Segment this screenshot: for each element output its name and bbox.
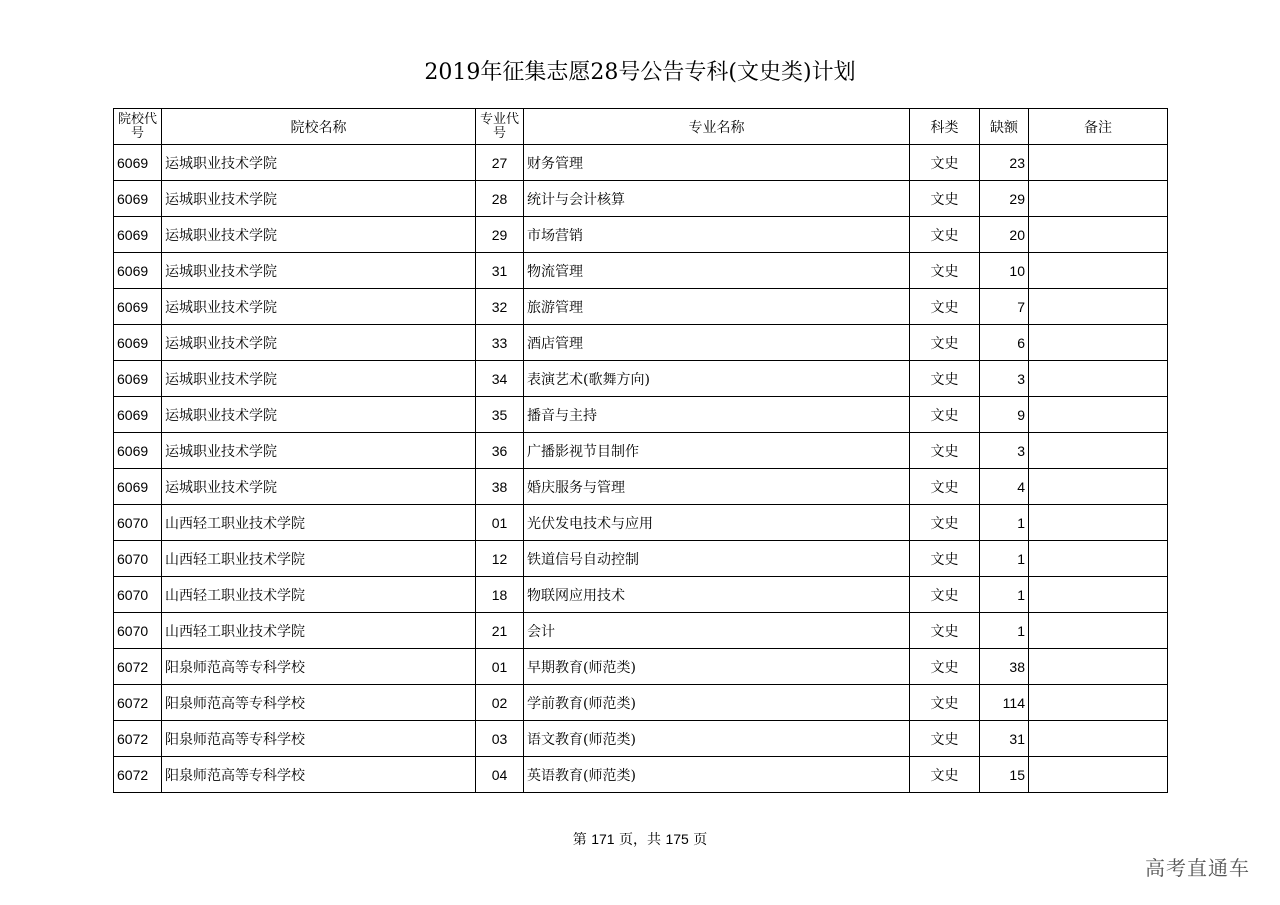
table-row [114, 181, 1168, 217]
header-school-code: 院校代号 [114, 109, 162, 145]
table-row [114, 325, 1168, 361]
cell-remark [1029, 613, 1168, 649]
cell-remark [1029, 217, 1168, 253]
cell-school-code: 6069 [114, 361, 162, 397]
cell-school-code: 6072 [114, 685, 162, 721]
footer-total-pages: 175 [665, 831, 689, 847]
cell-category: 文史 [910, 505, 980, 541]
table-row [114, 217, 1168, 253]
cell-remark [1029, 433, 1168, 469]
cell-quota: 3 [980, 433, 1029, 469]
table-row [114, 253, 1168, 289]
cell-remark [1029, 649, 1168, 685]
cell-category: 文史 [910, 325, 980, 361]
cell-major-name: 广播影视节目制作 [524, 433, 910, 469]
cell-remark [1029, 721, 1168, 757]
cell-category: 文史 [910, 541, 980, 577]
header-remark: 备注 [1029, 109, 1168, 145]
page-footer [0, 829, 1280, 850]
cell-major-code: 32 [476, 289, 524, 325]
cell-quota: 9 [980, 397, 1029, 433]
cell-major-code: 35 [476, 397, 524, 433]
cell-category: 文史 [910, 577, 980, 613]
table-body [114, 145, 1168, 793]
cell-major-code: 03 [476, 721, 524, 757]
cell-school-code: 6069 [114, 145, 162, 181]
cell-category: 文史 [910, 649, 980, 685]
cell-major-code: 04 [476, 757, 524, 793]
cell-remark [1029, 757, 1168, 793]
cell-remark [1029, 145, 1168, 181]
cell-major-code: 36 [476, 433, 524, 469]
cell-quota: 6 [980, 325, 1029, 361]
cell-remark [1029, 361, 1168, 397]
cell-school-code: 6072 [114, 649, 162, 685]
header-major-code: 专业代号 [476, 109, 524, 145]
cell-major-code: 27 [476, 145, 524, 181]
cell-quota: 114 [980, 685, 1029, 721]
cell-major-name: 会计 [524, 613, 910, 649]
table-row [114, 685, 1168, 721]
cell-school-code: 6069 [114, 469, 162, 505]
cell-school-name: 山西轻工职业技术学院 [162, 505, 476, 541]
table-row [114, 469, 1168, 505]
cell-quota: 1 [980, 577, 1029, 613]
footer-middle: 页，共 [614, 832, 666, 848]
cell-school-name: 运城职业技术学院 [162, 289, 476, 325]
cell-major-name: 统计与会计核算 [524, 181, 910, 217]
footer-page-number: 171 [591, 831, 615, 847]
cell-remark [1029, 181, 1168, 217]
cell-quota: 3 [980, 361, 1029, 397]
cell-school-code: 6070 [114, 505, 162, 541]
cell-category: 文史 [910, 253, 980, 289]
cell-remark [1029, 253, 1168, 289]
cell-major-code: 12 [476, 541, 524, 577]
cell-school-code: 6069 [114, 181, 162, 217]
cell-school-code: 6069 [114, 217, 162, 253]
cell-major-name: 语文教育(师范类) [524, 721, 910, 757]
cell-major-code: 33 [476, 325, 524, 361]
table-row [114, 721, 1168, 757]
cell-school-name: 运城职业技术学院 [162, 145, 476, 181]
cell-major-name: 财务管理 [524, 145, 910, 181]
cell-remark [1029, 289, 1168, 325]
header-quota: 缺额 [980, 109, 1029, 145]
cell-school-name: 运城职业技术学院 [162, 469, 476, 505]
cell-major-name: 物流管理 [524, 253, 910, 289]
cell-major-name: 表演艺术(歌舞方向) [524, 361, 910, 397]
cell-school-name: 山西轻工职业技术学院 [162, 577, 476, 613]
cell-quota: 1 [980, 541, 1029, 577]
cell-school-code: 6069 [114, 325, 162, 361]
cell-remark [1029, 577, 1168, 613]
cell-school-code: 6069 [114, 289, 162, 325]
cell-school-name: 运城职业技术学院 [162, 325, 476, 361]
cell-major-code: 21 [476, 613, 524, 649]
table-row [114, 505, 1168, 541]
cell-category: 文史 [910, 361, 980, 397]
cell-major-code: 28 [476, 181, 524, 217]
table-row [114, 757, 1168, 793]
cell-major-name: 婚庆服务与管理 [524, 469, 910, 505]
cell-school-name: 运城职业技术学院 [162, 397, 476, 433]
table-row [114, 145, 1168, 181]
cell-school-name: 山西轻工职业技术学院 [162, 541, 476, 577]
cell-major-code: 02 [476, 685, 524, 721]
cell-school-code: 6072 [114, 757, 162, 793]
cell-school-code: 6070 [114, 577, 162, 613]
table-row [114, 649, 1168, 685]
cell-school-code: 6072 [114, 721, 162, 757]
cell-category: 文史 [910, 217, 980, 253]
table-row [114, 361, 1168, 397]
cell-school-code: 6070 [114, 541, 162, 577]
cell-category: 文史 [910, 613, 980, 649]
table-row [114, 613, 1168, 649]
cell-major-code: 38 [476, 469, 524, 505]
footer-suffix: 页 [688, 832, 708, 848]
plan-table [113, 108, 1168, 793]
header-major-name: 专业名称 [524, 109, 910, 145]
cell-major-name: 酒店管理 [524, 325, 910, 361]
cell-quota: 38 [980, 649, 1029, 685]
table-row [114, 397, 1168, 433]
cell-category: 文史 [910, 433, 980, 469]
table-row [114, 577, 1168, 613]
cell-quota: 29 [980, 181, 1029, 217]
cell-remark [1029, 469, 1168, 505]
cell-school-name: 运城职业技术学院 [162, 253, 476, 289]
cell-remark [1029, 397, 1168, 433]
page-title: 2019年征集志愿28号公告专科(文史类)计划 [424, 60, 856, 85]
cell-school-name: 阳泉师范高等专科学校 [162, 649, 476, 685]
cell-school-name: 运城职业技术学院 [162, 181, 476, 217]
cell-school-code: 6070 [114, 613, 162, 649]
cell-school-code: 6069 [114, 253, 162, 289]
cell-major-name: 播音与主持 [524, 397, 910, 433]
cell-category: 文史 [910, 289, 980, 325]
cell-quota: 1 [980, 613, 1029, 649]
cell-quota: 20 [980, 217, 1029, 253]
cell-school-code: 6069 [114, 397, 162, 433]
cell-quota: 4 [980, 469, 1029, 505]
cell-category: 文史 [910, 145, 980, 181]
table-header-row [114, 109, 1168, 145]
cell-category: 文史 [910, 721, 980, 757]
cell-school-name: 阳泉师范高等专科学校 [162, 757, 476, 793]
cell-major-name: 英语教育(师范类) [524, 757, 910, 793]
cell-remark [1029, 541, 1168, 577]
cell-major-name: 早期教育(师范类) [524, 649, 910, 685]
table-row [114, 541, 1168, 577]
cell-school-code: 6069 [114, 433, 162, 469]
cell-school-name: 阳泉师范高等专科学校 [162, 685, 476, 721]
cell-quota: 31 [980, 721, 1029, 757]
cell-school-name: 运城职业技术学院 [162, 433, 476, 469]
cell-major-name: 学前教育(师范类) [524, 685, 910, 721]
cell-remark [1029, 505, 1168, 541]
cell-major-code: 01 [476, 649, 524, 685]
cell-remark [1029, 685, 1168, 721]
cell-school-name: 运城职业技术学院 [162, 361, 476, 397]
cell-category: 文史 [910, 181, 980, 217]
header-category: 科类 [910, 109, 980, 145]
cell-category: 文史 [910, 685, 980, 721]
cell-major-name: 物联网应用技术 [524, 577, 910, 613]
cell-major-code: 01 [476, 505, 524, 541]
cell-quota: 23 [980, 145, 1029, 181]
cell-quota: 15 [980, 757, 1029, 793]
table-row [114, 289, 1168, 325]
cell-remark [1029, 325, 1168, 361]
cell-quota: 7 [980, 289, 1029, 325]
cell-major-code: 29 [476, 217, 524, 253]
cell-category: 文史 [910, 757, 980, 793]
cell-major-code: 34 [476, 361, 524, 397]
cell-major-name: 市场营销 [524, 217, 910, 253]
cell-school-name: 山西轻工职业技术学院 [162, 613, 476, 649]
cell-major-code: 18 [476, 577, 524, 613]
cell-major-name: 光伏发电技术与应用 [524, 505, 910, 541]
cell-category: 文史 [910, 469, 980, 505]
cell-quota: 10 [980, 253, 1029, 289]
cell-school-name: 运城职业技术学院 [162, 217, 476, 253]
watermark: 高考直通车 [1145, 856, 1250, 880]
cell-major-code: 31 [476, 253, 524, 289]
footer-prefix: 第 [572, 832, 592, 848]
cell-school-name: 阳泉师范高等专科学校 [162, 721, 476, 757]
table-row [114, 433, 1168, 469]
cell-category: 文史 [910, 397, 980, 433]
header-school-name: 院校名称 [162, 109, 476, 145]
cell-quota: 1 [980, 505, 1029, 541]
cell-major-name: 铁道信号自动控制 [524, 541, 910, 577]
cell-major-name: 旅游管理 [524, 289, 910, 325]
